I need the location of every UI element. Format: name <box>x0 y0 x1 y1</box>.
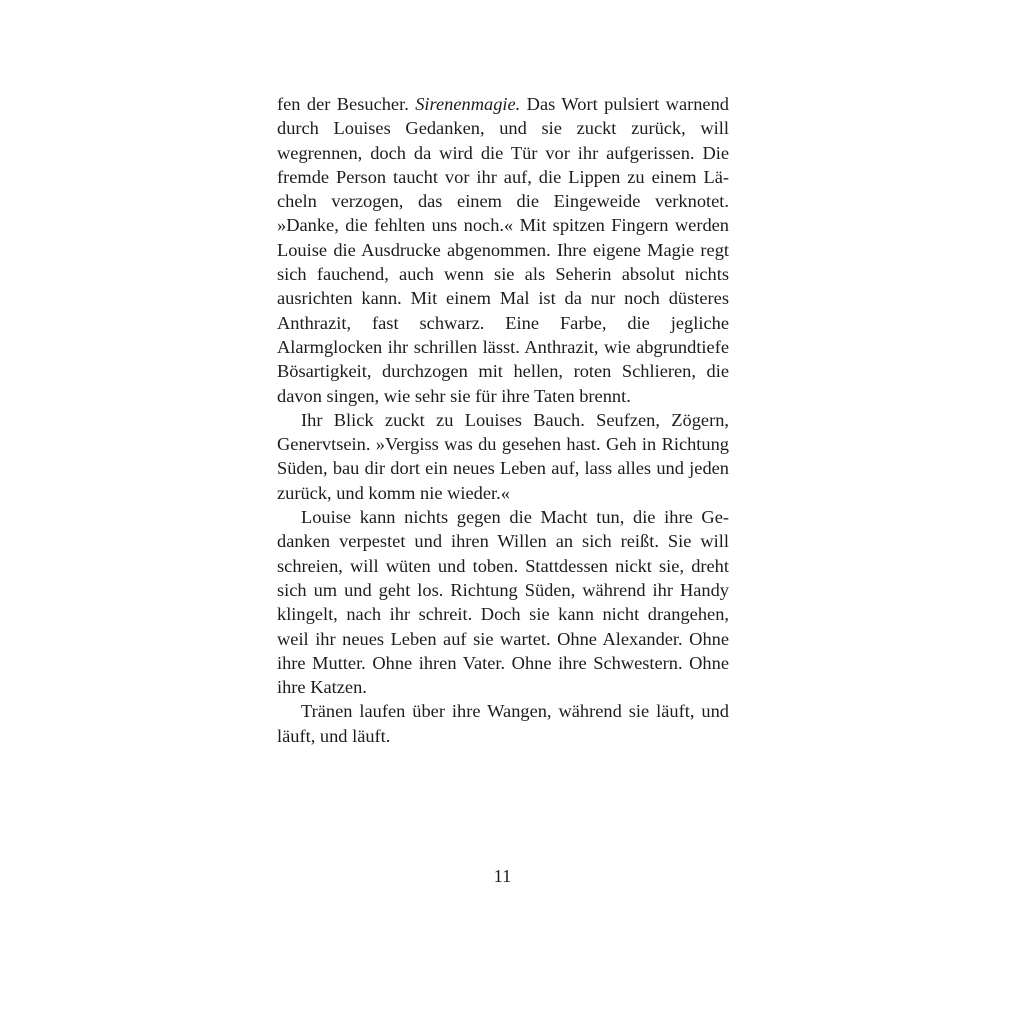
page-number: 11 <box>493 866 512 886</box>
body-text <box>277 92 729 748</box>
paragraph-1-text: Das Wort pulsiert warnend durch Louises Gedanken, und sie zuckt zurück, will wegrennen, doch da wird die Tür vor ihr aufgerissen. Die fremde Person taucht vor ihr auf, die Lippen zu einem Lächeln verzogen, das einem die Eingeweide verknotet. »Danke, die fehlten uns noch.« Mit spitzen Fingern werden Louise die Ausdrucke abgenommen. Ihre eigene Magie regt sich fauchend, auch wenn sie als Seherin absolut nichts ausrichten kann. Mit einem Mal ist da nur noch düsteres Anthrazit, fast schwarz. Eine Farbe, die jegliche Alarmglocken ihr schrillen lässt. Anthrazit, wie abgrundtiefe Bösartigkeit, durchzogen mit hellen, roten Schlieren, die davon singen, wie sehr sie für ihre Taten brennt. <box>277 94 729 406</box>
paragraph-4: Tränen laufen über ihre Wangen, während sie läuft, und läuft, und läuft. <box>277 701 729 746</box>
paragraph-1-emphasis: Sirenenmagie. <box>415 94 521 114</box>
paragraph-1 <box>277 92 729 408</box>
paragraph-2: Ihr Blick zuckt zu Louises Bauch. Seufzen, Zögern, Genervtsein. »Vergiss was du gesehen hast. Geh in Richtung Süden, bau dir dort ein neues Leben auf, lass alles und jeden zurück, und komm nie wieder.« <box>277 409 729 503</box>
paragraph-1-lead: fen der Besucher. <box>277 94 416 114</box>
paragraph-3: Louise kann nichts gegen die Macht tun, die ihre Gedanken verpestet und ihren Willen an sich reißt. Sie will schreien, will wüten und toben. Stattdessen nickt sie, dreht sich um und geht los. Richtung Süden, während ihr Handy klingelt, nach ihr schreit. Doch sie kann nicht drangehen, weil ihr neues Leben auf sie wartet. Ohne Alexander. Ohne ihre Mutter. Ohne ihren Vater. Ohne ihre Schwestern. Ohne ihre Katzen. <box>277 507 729 698</box>
